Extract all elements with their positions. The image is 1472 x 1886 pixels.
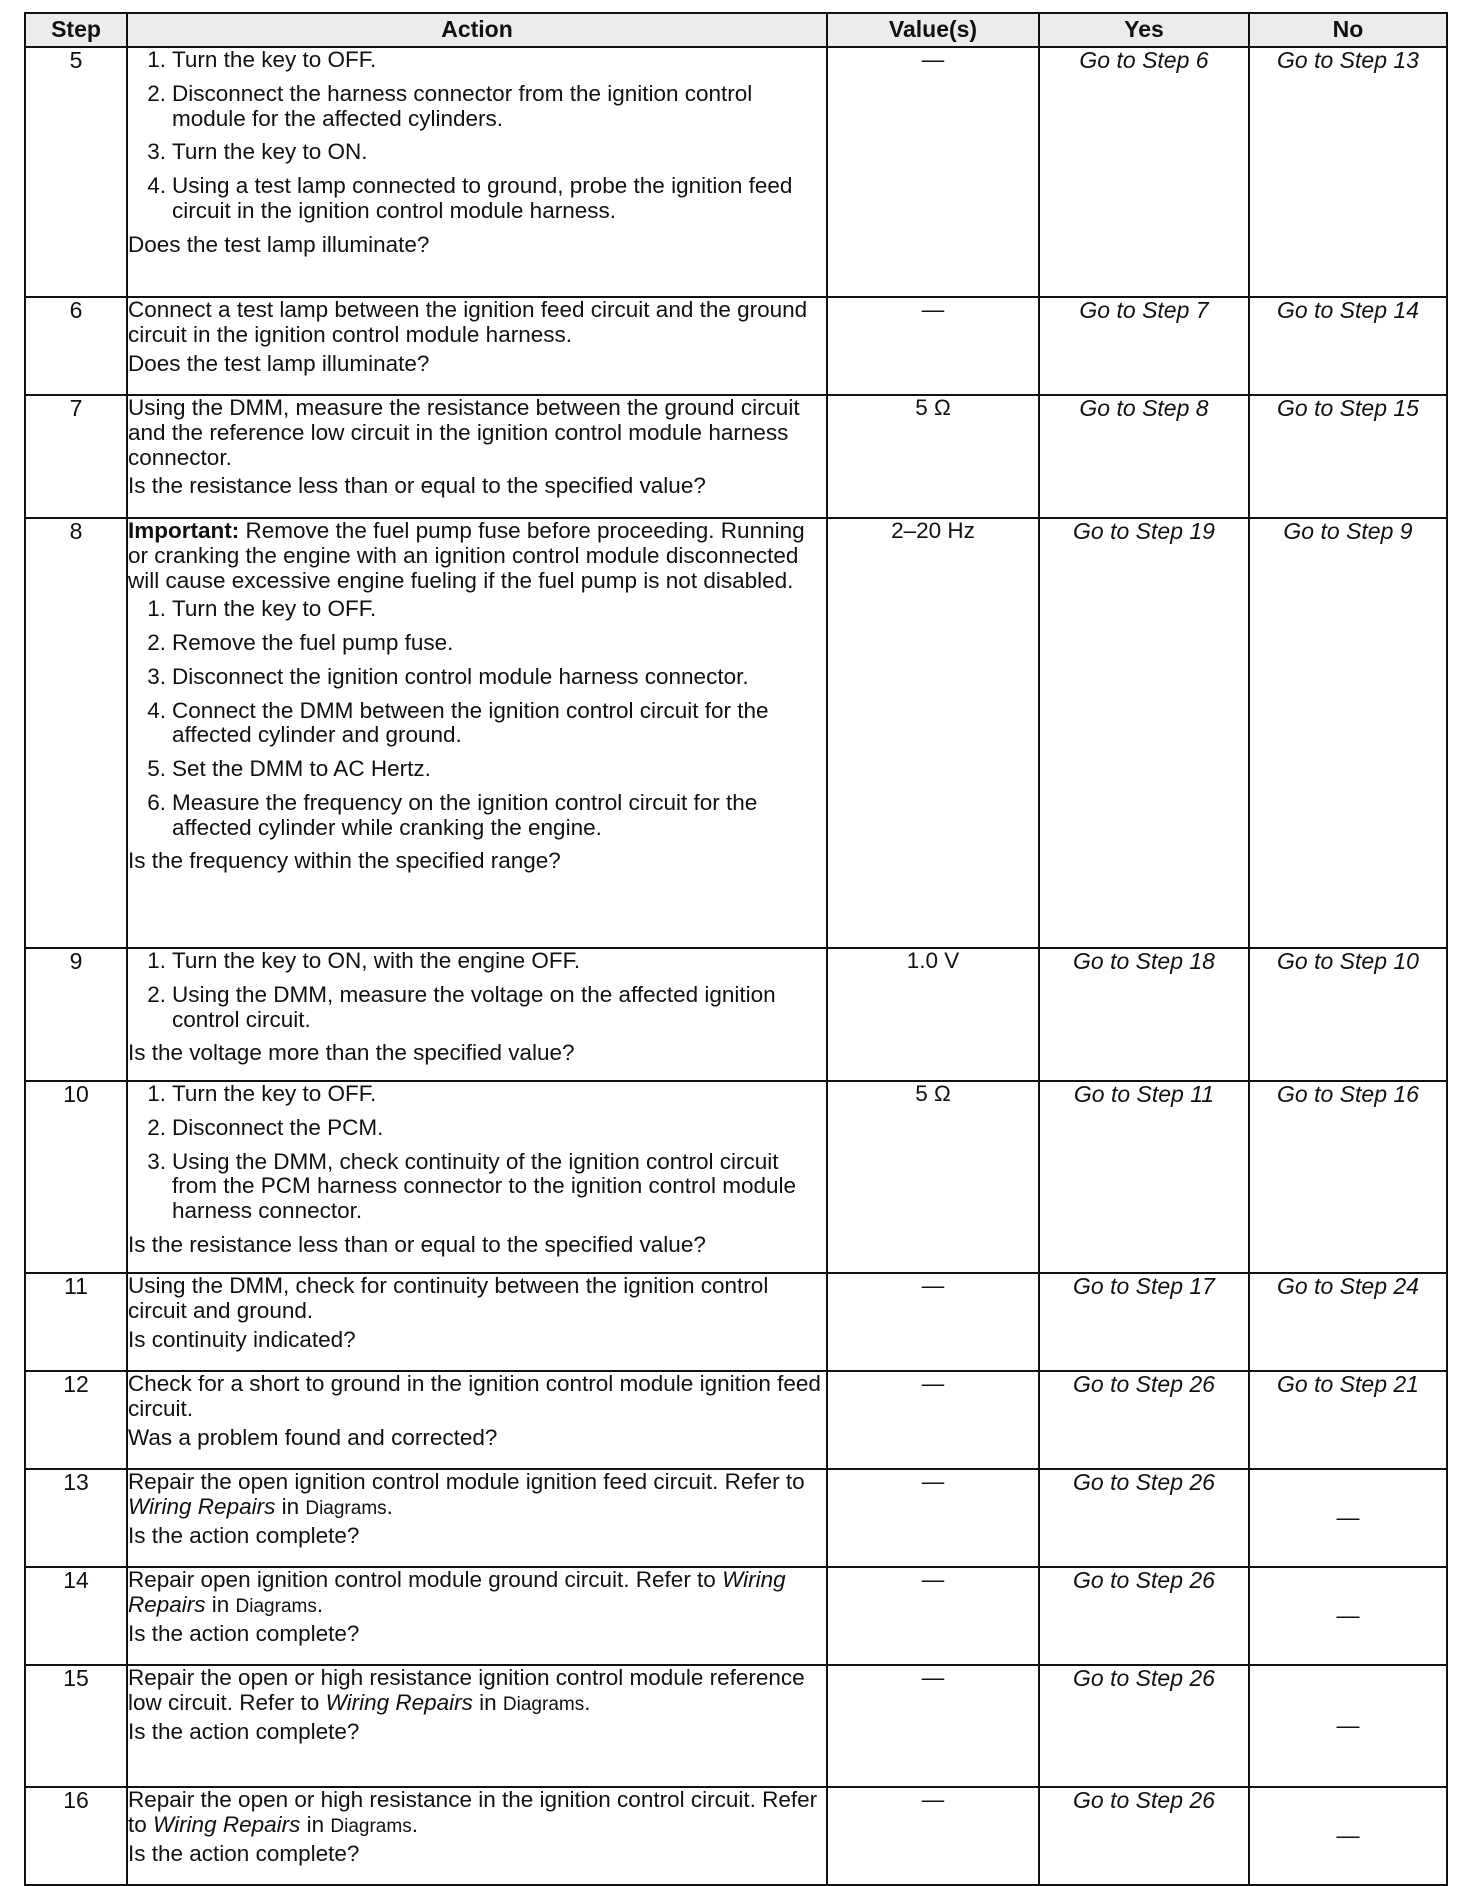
step-number: 11	[25, 1273, 127, 1371]
ref-in-text: in	[275, 1493, 306, 1519]
header-step: Step	[25, 13, 127, 47]
action-cell	[127, 948, 827, 1081]
intro-text: Repair the open or high resistance ignition control module reference low circuit. Refer to	[128, 1665, 805, 1715]
yes-cell: Go to Step 7	[1039, 297, 1249, 395]
action-cell	[127, 1469, 827, 1567]
action-question: Is the action complete?	[128, 1840, 360, 1866]
no-cell: Go to Step 14	[1249, 297, 1447, 395]
list-item	[128, 1116, 826, 1141]
action-cell	[127, 1273, 827, 1371]
action-cell	[127, 1371, 827, 1469]
no-cell: Go to Step 15	[1249, 395, 1447, 518]
item-number: 4.	[147, 697, 166, 723]
action-cell	[127, 518, 827, 948]
no-cell: Go to Step 21	[1249, 1371, 1447, 1469]
action-question: Is the resistance less than or equal to the specified value?	[128, 473, 706, 499]
item-text: Turn the key to OFF.	[172, 47, 377, 72]
value-cell: 2–20 Hz	[827, 518, 1039, 948]
action-intro	[128, 1372, 826, 1422]
yes-cell: Go to Step 26	[1039, 1567, 1249, 1665]
table-row	[25, 1273, 1447, 1371]
list-item	[128, 631, 826, 656]
no-cell: —	[1249, 1787, 1447, 1885]
no-cell: —	[1249, 1469, 1447, 1567]
ref-end-text: .	[386, 1493, 393, 1519]
step-number: 5	[25, 47, 127, 297]
wiring-repairs-reference: Wiring Repairs	[128, 1567, 786, 1617]
diagrams-reference: Diagrams	[235, 1595, 317, 1617]
intro-text: Remove the fuel pump fuse before proceeding. Running or cranking the engine with an ignition control module disconnected will cause excessive engine fueling if the fuel pump is not disabled.	[128, 518, 805, 593]
item-number: 2.	[147, 1114, 166, 1140]
important-label: Important:	[128, 518, 240, 543]
header-action: Action	[127, 13, 827, 47]
value-cell: —	[827, 47, 1039, 297]
item-text: Using a test lamp connected to ground, probe the ignition feed circuit in the ignition control module harness.	[172, 173, 793, 223]
list-item	[128, 82, 826, 132]
action-question: Was a problem found and corrected?	[128, 1424, 498, 1450]
action-intro	[128, 1274, 826, 1324]
item-number: 1.	[147, 47, 166, 72]
no-cell: Go to Step 16	[1249, 1081, 1447, 1273]
action-cell	[127, 1081, 827, 1273]
ref-end-text: .	[411, 1811, 418, 1837]
action-steps-list	[128, 1082, 826, 1224]
list-item	[128, 949, 826, 974]
header-no: No	[1249, 13, 1447, 47]
header-yes: Yes	[1039, 13, 1249, 47]
action-intro	[128, 298, 826, 348]
action-question: Is the action complete?	[128, 1718, 360, 1744]
table-row	[25, 1665, 1447, 1787]
list-item	[128, 1150, 826, 1224]
no-cell: Go to Step 10	[1249, 948, 1447, 1081]
list-item	[128, 757, 826, 782]
step-number: 15	[25, 1665, 127, 1787]
action-steps-list	[128, 48, 826, 224]
diagrams-reference: Diagrams	[330, 1815, 412, 1837]
item-number: 1.	[147, 948, 166, 973]
action-intro	[128, 1788, 826, 1838]
item-text: Using the DMM, measure the voltage on the affected ignition control circuit.	[172, 981, 776, 1032]
step-number: 13	[25, 1469, 127, 1567]
yes-cell: Go to Step 11	[1039, 1081, 1249, 1273]
list-item	[128, 597, 826, 622]
action-intro	[128, 1568, 826, 1618]
action-intro	[128, 1666, 826, 1716]
step-number: 9	[25, 948, 127, 1081]
item-text: Turn the key to ON.	[172, 139, 368, 165]
value-cell: —	[827, 1273, 1039, 1371]
action-intro	[128, 396, 826, 470]
ref-end-text: .	[584, 1689, 591, 1715]
header-row	[25, 13, 1447, 47]
item-number: 3.	[147, 139, 166, 165]
step-number: 8	[25, 518, 127, 948]
table-row	[25, 1469, 1447, 1567]
yes-cell: Go to Step 26	[1039, 1469, 1249, 1567]
action-intro	[128, 1470, 826, 1520]
item-text: Disconnect the ignition control module harness connector.	[172, 663, 749, 689]
wiring-repairs-reference: Wiring Repairs	[128, 1493, 276, 1519]
action-question: Is the resistance less than or equal to the specified value?	[128, 1231, 706, 1257]
step-number: 14	[25, 1567, 127, 1665]
list-item	[128, 174, 826, 224]
action-cell	[127, 297, 827, 395]
action-question: Is the action complete?	[128, 1522, 360, 1548]
item-text: Measure the frequency on the ignition control circuit for the affected cylinder while cranking the engine.	[172, 789, 758, 840]
header-values: Value(s)	[827, 13, 1039, 47]
intro-text: Using the DMM, measure the resistance between the ground circuit and the reference low circuit in the ignition control module harness connector.	[128, 395, 800, 470]
yes-cell: Go to Step 18	[1039, 948, 1249, 1081]
item-text: Connect the DMM between the ignition control circuit for the affected cylinder and ground.	[172, 697, 769, 748]
action-question: Is the voltage more than the specified value?	[128, 1040, 575, 1066]
action-cell	[127, 1567, 827, 1665]
ref-in-text: in	[300, 1811, 331, 1837]
item-number: 4.	[147, 173, 166, 198]
table-row	[25, 1787, 1447, 1885]
yes-cell: Go to Step 17	[1039, 1273, 1249, 1371]
no-cell: Go to Step 13	[1249, 47, 1447, 297]
action-question: Does the test lamp illuminate?	[128, 350, 430, 376]
ref-in-text: in	[205, 1591, 236, 1617]
action-question: Does the test lamp illuminate?	[128, 231, 430, 257]
step-number: 16	[25, 1787, 127, 1885]
wiring-repairs-reference: Wiring Repairs	[325, 1689, 473, 1715]
yes-cell: Go to Step 6	[1039, 47, 1249, 297]
table-row	[25, 518, 1447, 948]
action-intro	[128, 519, 826, 593]
item-number: 3.	[147, 663, 166, 689]
item-number: 2.	[147, 630, 166, 655]
action-steps-list	[128, 597, 826, 840]
item-text: Disconnect the PCM.	[172, 1114, 384, 1140]
value-cell: 5 Ω	[827, 1081, 1039, 1273]
diagnostic-page	[24, 12, 1446, 1886]
step-number: 6	[25, 297, 127, 395]
yes-cell: Go to Step 8	[1039, 395, 1249, 518]
no-cell: —	[1249, 1567, 1447, 1665]
table-row	[25, 1567, 1447, 1665]
list-item	[128, 1082, 826, 1107]
item-text: Using the DMM, check continuity of the ignition control circuit from the PCM harness connector to the ignition control module harness connector.	[172, 1148, 797, 1223]
action-cell	[127, 47, 827, 297]
list-item	[128, 48, 826, 73]
intro-text: Using the DMM, check for continuity between the ignition control circuit and ground.	[128, 1273, 769, 1323]
diagnostic-table	[24, 12, 1448, 1886]
item-text: Turn the key to ON, with the engine OFF.	[172, 948, 581, 973]
ref-in-text: in	[472, 1689, 503, 1715]
table-row	[25, 948, 1447, 1081]
intro-text: Repair the open ignition control module ignition feed circuit. Refer to	[128, 1469, 805, 1494]
no-cell: —	[1249, 1665, 1447, 1787]
value-cell: —	[827, 1371, 1039, 1469]
intro-text: Check for a short to ground in the ignition control module ignition feed circuit.	[128, 1371, 821, 1421]
item-number: 2.	[147, 80, 166, 106]
list-item	[128, 983, 826, 1033]
value-cell: —	[827, 1567, 1039, 1665]
yes-cell: Go to Step 26	[1039, 1371, 1249, 1469]
no-cell: Go to Step 9	[1249, 518, 1447, 948]
step-number: 10	[25, 1081, 127, 1273]
value-cell: —	[827, 1665, 1039, 1787]
action-cell	[127, 1787, 827, 1885]
list-item	[128, 791, 826, 841]
wiring-repairs-reference: Wiring Repairs	[153, 1811, 301, 1837]
action-steps-list	[128, 949, 826, 1032]
action-cell	[127, 1665, 827, 1787]
list-item	[128, 665, 826, 690]
table-row	[25, 297, 1447, 395]
intro-text: Repair the open or high resistance in the ignition control circuit. Refer to	[128, 1787, 818, 1837]
item-text: Disconnect the harness connector from the ignition control module for the affected cylinders.	[172, 80, 753, 131]
item-number: 6.	[147, 789, 166, 815]
table-body	[25, 47, 1447, 1885]
no-cell: Go to Step 24	[1249, 1273, 1447, 1371]
value-cell: 5 Ω	[827, 395, 1039, 518]
action-question: Is the action complete?	[128, 1620, 360, 1646]
table-row	[25, 395, 1447, 518]
table-row	[25, 1371, 1447, 1469]
item-number: 1.	[147, 1081, 166, 1106]
diagrams-reference: Diagrams	[305, 1497, 387, 1519]
table-row	[25, 1081, 1447, 1273]
action-question: Is the frequency within the specified range?	[128, 848, 561, 874]
intro-text: Repair open ignition control module ground circuit. Refer to	[128, 1567, 723, 1592]
item-text: Remove the fuel pump fuse.	[172, 630, 454, 655]
item-text: Turn the key to OFF.	[172, 1081, 377, 1106]
item-number: 2.	[147, 981, 166, 1007]
action-cell	[127, 395, 827, 518]
step-number: 12	[25, 1371, 127, 1469]
item-number: 5.	[147, 756, 166, 781]
ref-end-text: .	[316, 1591, 324, 1617]
value-cell: 1.0 V	[827, 948, 1039, 1081]
item-text: Turn the key to OFF.	[172, 596, 377, 622]
step-number: 7	[25, 395, 127, 518]
table-row	[25, 47, 1447, 297]
value-cell: —	[827, 1787, 1039, 1885]
item-number: 1.	[147, 596, 166, 622]
yes-cell: Go to Step 19	[1039, 518, 1249, 948]
item-text: Set the DMM to AC Hertz.	[172, 756, 431, 781]
value-cell: —	[827, 297, 1039, 395]
list-item	[128, 699, 826, 749]
diagrams-reference: Diagrams	[502, 1693, 585, 1715]
yes-cell: Go to Step 26	[1039, 1787, 1249, 1885]
yes-cell: Go to Step 26	[1039, 1665, 1249, 1787]
item-number: 3.	[147, 1148, 166, 1174]
list-item	[128, 140, 826, 165]
action-question: Is continuity indicated?	[128, 1326, 356, 1352]
intro-text: Connect a test lamp between the ignition feed circuit and the ground circuit in the ignition control module harness.	[128, 297, 808, 347]
value-cell: —	[827, 1469, 1039, 1567]
